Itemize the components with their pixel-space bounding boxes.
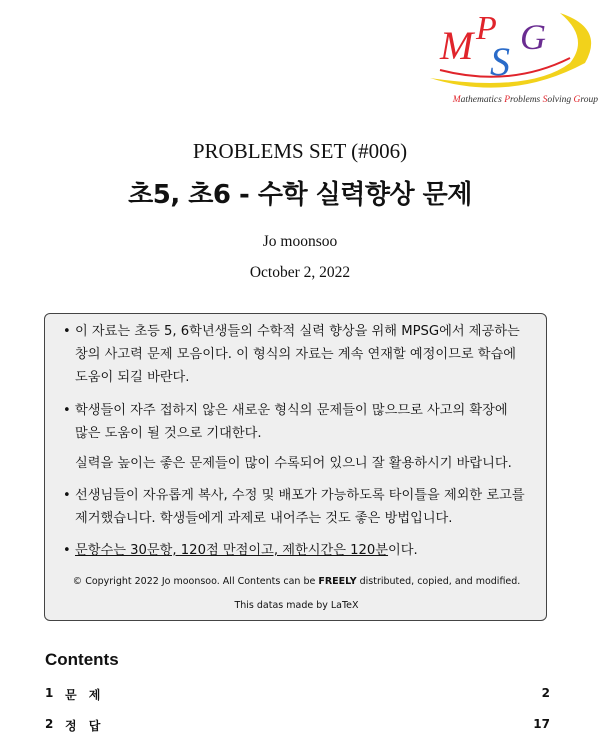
author-name: Jo moonsoo <box>262 233 338 250</box>
notice-item-2 <box>75 399 540 445</box>
exam-rules-suffix: 이다. <box>388 543 418 558</box>
notice-line: 창의 사고력 문제 모음이다. 이 형식의 자료는 계속 연재할 예정이므로 학습에 <box>75 347 517 362</box>
bullet-icon: • <box>63 324 71 339</box>
copyright-notice <box>45 576 548 587</box>
problem-set-title: PROBLEMS SET (#006) <box>192 139 408 163</box>
tagline-initial: M <box>452 95 461 105</box>
exam-rules-underlined: 문항수는 30문항, 120점 만점이고, 제한시간은 120분 <box>75 543 389 558</box>
bullet-icon: • <box>63 403 71 418</box>
logo-letter-p: P <box>476 10 497 47</box>
notice-item-1 <box>75 320 540 389</box>
copyright-prefix: © Copyright 2022 Jo moonsoo. All Contents can be <box>72 576 319 587</box>
mpsg-logo <box>420 8 600 108</box>
notice-item-4 <box>75 539 540 562</box>
notice-line: 이 자료는 초등 5, 6학년생들의 수학적 실력 향상을 위해 MPSG에서 제공하는 <box>75 324 520 339</box>
tagline-word: Group <box>573 95 598 105</box>
tagline-word: Solving <box>542 95 574 105</box>
notice-item-2-extra: 실력을 높이는 좋은 문제들이 많이 수록되어 있으니 잘 활용하시기 바랍니다. <box>75 456 512 471</box>
notice-line: 학생들이 자주 접하지 않은 새로운 형식의 문제들이 많으므로 사고의 확장에 <box>75 403 508 418</box>
bullet-icon: • <box>63 488 71 503</box>
tagline-word: Mathematics <box>452 95 505 105</box>
toc-label: 정 답 <box>65 719 105 733</box>
notice-line: 제거했습니다. 학생들에게 과제로 내어주는 것도 좋은 방법입니다. <box>75 511 453 526</box>
notice-line: 많은 도움이 될 것으로 기대한다. <box>75 426 262 441</box>
tagline-word: Problems <box>504 95 543 105</box>
notice-item-3 <box>75 484 540 530</box>
tagline-initial: S <box>542 95 548 105</box>
tagline-initial: G <box>573 95 581 105</box>
copyright-freely: FREELY <box>318 576 357 587</box>
bullet-icon: • <box>63 543 71 558</box>
toc-page: 2 <box>541 686 550 700</box>
publish-date: October 2, 2022 <box>249 264 351 281</box>
toc-number: 1 <box>45 686 54 700</box>
page-title: 초5, 초6 - 수학 실력향상 문제 <box>128 180 472 210</box>
toc-label: 문 제 <box>65 688 105 702</box>
logo-letter-m: M <box>440 23 474 68</box>
notice-line: 도움이 되길 바란다. <box>75 370 190 385</box>
copyright-suffix: distributed, copied, and modified. <box>356 576 521 587</box>
toc-page: 17 <box>533 717 550 731</box>
toc-number: 2 <box>45 717 54 731</box>
logo-letter-g: G <box>520 17 546 57</box>
notice-line: 선생님들이 자유롭게 복사, 수정 및 배포가 가능하도록 타이틀을 제외한 로고를 <box>75 488 525 503</box>
made-by-latex: This datas made by LaTeX <box>234 600 359 611</box>
notice-box <box>44 313 547 621</box>
contents-heading: Contents <box>45 650 119 669</box>
tagline-initial: P <box>504 95 510 105</box>
logo-tagline <box>422 95 598 105</box>
logo-letter-s: S <box>490 39 510 84</box>
